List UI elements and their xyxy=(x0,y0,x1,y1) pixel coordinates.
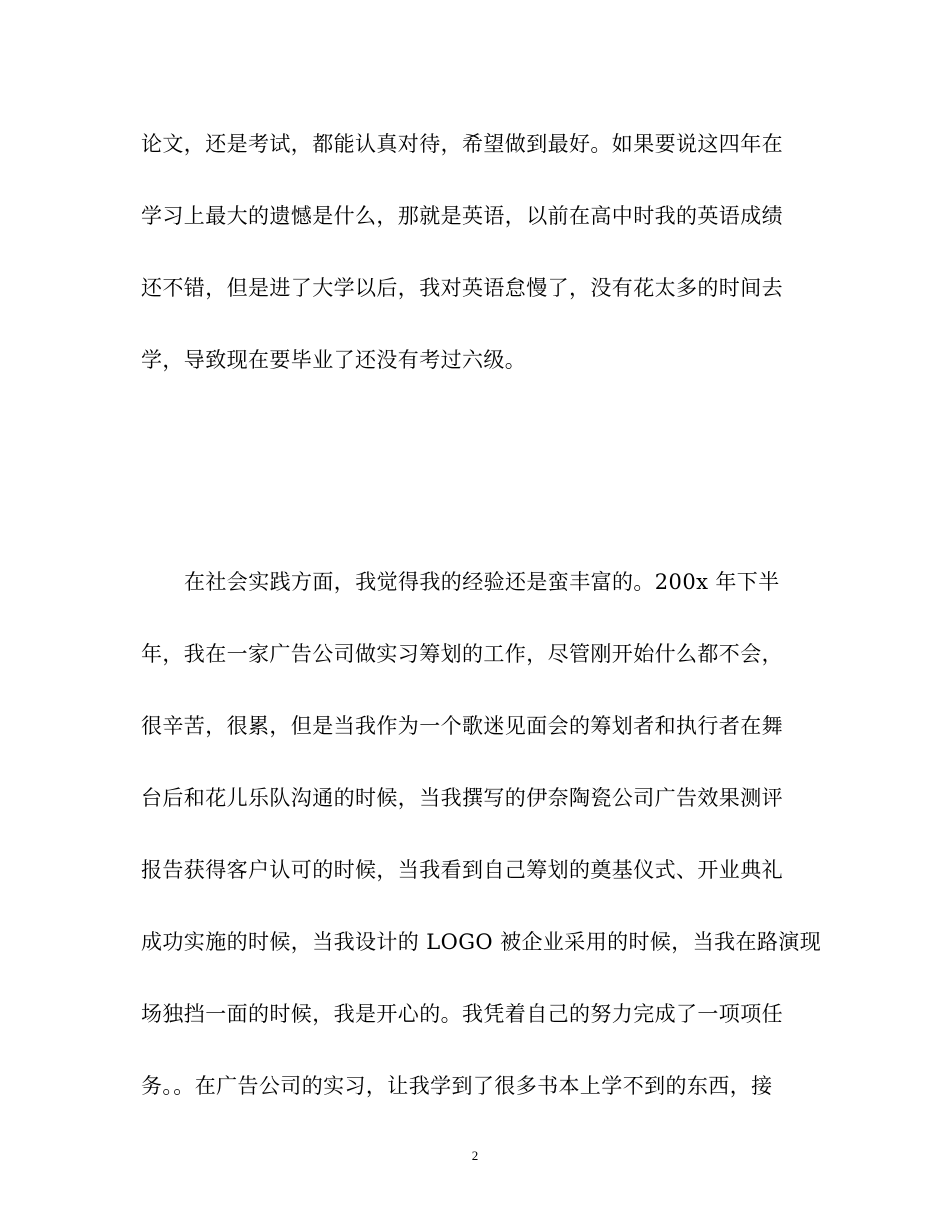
paragraph-1-line-4: 学，导致现在要毕业了还没有考过六级。 xyxy=(141,348,527,372)
paragraph-2-line-8: 务。。在广告公司的实习，让我学到了很多书本上学不到的东西，接 xyxy=(141,1074,773,1098)
paragraph-2-line-5: 报告获得客户认可的时候，当我看到自己筹划的奠基仪式、开业典礼 xyxy=(141,858,783,882)
paragraph-2-line-2: 年，我在一家广告公司做实习筹划的工作，尽管刚开始什么都不会， xyxy=(141,642,783,666)
paragraph-2-line-1: 在社会实践方面，我觉得我的经验还是蛮丰富的。200x 年下半 xyxy=(184,570,780,594)
paragraph-2-line-6: 成功实施的时候，当我设计的 LOGO 被企业采用的时候，当我在路演现 xyxy=(141,930,822,954)
paragraph-1-line-1: 论文，还是考试，都能认真对待，希望做到最好。如果要说这四年在 xyxy=(141,132,783,156)
paragraph-2-line-3: 很辛苦，很累，但是当我作为一个歌迷见面会的筹划者和执行者在舞 xyxy=(141,714,783,738)
paragraph-1-line-2: 学习上最大的遗憾是什么，那就是英语，以前在高中时我的英语成绩 xyxy=(141,204,783,228)
paragraph-1-line-3: 还不错，但是进了大学以后，我对英语怠慢了，没有花太多的时间去 xyxy=(141,276,783,300)
page-number: 2 xyxy=(471,1148,479,1163)
paragraph-2-line-4: 台后和花儿乐队沟通的时候，当我撰写的伊奈陶瓷公司广告效果测评 xyxy=(141,786,783,810)
paragraph-2-line-7: 场独挡一面的时候，我是开心的。我凭着自己的努力完成了一项项任 xyxy=(141,1002,783,1026)
